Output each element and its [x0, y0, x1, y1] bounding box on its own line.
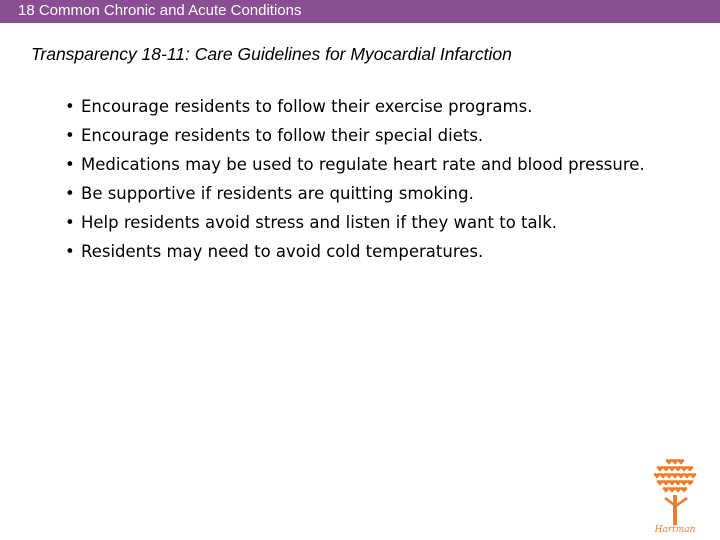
heart-leaf-icon	[660, 473, 667, 479]
bullet-item: • Medications may be used to regulate heart rate and blood pressure.	[65, 150, 705, 179]
heart-leaf-icon	[678, 473, 685, 479]
heart-leaf-icon	[666, 459, 673, 465]
heart-leaf-icon	[663, 487, 670, 493]
heart-leaf-icon	[681, 487, 688, 493]
slide-title: Transparency 18-11: Care Guidelines for Myocardial Infarction	[31, 44, 512, 64]
hartman-logo	[640, 455, 710, 535]
header-bar	[0, 0, 720, 23]
heart-leaf-icon	[669, 466, 676, 472]
heart-leaf-icon	[684, 473, 691, 479]
heart-leaf-icon	[654, 473, 661, 479]
heart-leaf-icon	[690, 473, 697, 479]
bullet-item: • Residents may need to avoid cold temperatures.	[65, 237, 705, 266]
heart-leaf-icon	[657, 480, 664, 486]
heart-tree-icon	[640, 455, 710, 535]
heart-leaf-icon	[681, 480, 688, 486]
heart-leaf-icon	[663, 466, 670, 472]
heart-leaf-icon	[666, 473, 673, 479]
heart-leaf-icon	[672, 473, 679, 479]
heart-leaf-icon	[669, 487, 676, 493]
heart-leaf-icon	[675, 487, 682, 493]
heart-leaf-icon	[669, 480, 676, 486]
bullet-item: • Encourage residents to follow their special diets.	[65, 121, 705, 150]
bullet-item: • Encourage residents to follow their exercise programs.	[65, 92, 705, 121]
header-title: 18 Common Chronic and Acute Conditions	[18, 2, 302, 19]
heart-leaf-icon	[687, 466, 694, 472]
logo-text: Hartman	[654, 525, 696, 535]
bullet-item: • Be supportive if residents are quitting smoking.	[65, 179, 705, 208]
heart-leaf-icon	[687, 480, 694, 486]
bullet-list	[65, 92, 705, 266]
heart-leaf-icon	[675, 480, 682, 486]
heart-leaf-icon	[678, 459, 685, 465]
heart-leaf-icon	[672, 459, 679, 465]
heart-leaf-icon	[675, 466, 682, 472]
heart-leaf-icon	[663, 480, 670, 486]
heart-leaf-icon	[681, 466, 688, 472]
bullet-item: • Help residents avoid stress and listen if they want to talk.	[65, 208, 705, 237]
heart-leaf-icon	[657, 466, 664, 472]
